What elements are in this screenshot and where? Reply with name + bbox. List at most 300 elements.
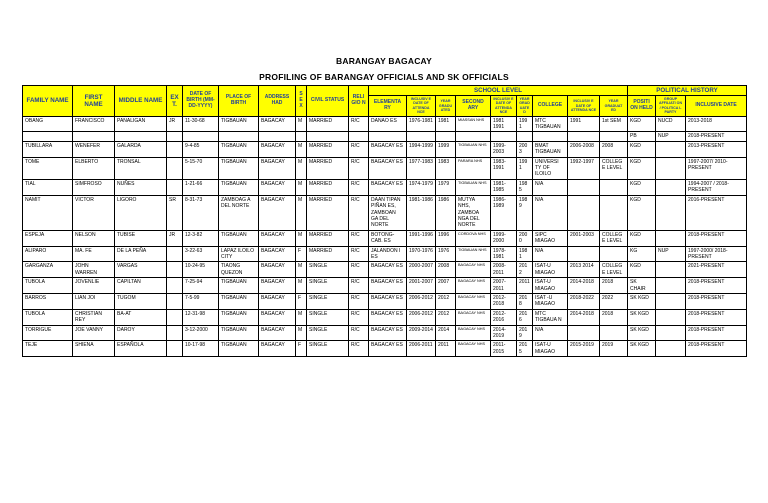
- cell-group: [656, 230, 686, 246]
- cell-sex: M: [296, 278, 307, 294]
- cell-col: [533, 132, 568, 141]
- cell-sec-grad: 2000: [517, 230, 533, 246]
- col-group: GROUP AFFILIATI ON / POLITICA L PARTY: [656, 96, 686, 117]
- cell-incl: 2018-PRESENT: [686, 325, 747, 341]
- cell-elem: JALANDON I ES: [369, 246, 407, 262]
- cell-pob: TIGBAUAN: [219, 141, 259, 157]
- cell-family: TUBOLA: [23, 309, 73, 325]
- cell-pos: KGD: [628, 262, 656, 278]
- cell-civil: SINGLE: [307, 293, 349, 309]
- cell-civil: MARRIED: [307, 157, 349, 179]
- cell-col: ISAT-U MIAGAO: [533, 341, 568, 357]
- col-position-held: POSITI ON HELD: [628, 96, 656, 117]
- cell-middle: PANALIGAN: [115, 116, 167, 132]
- cell-sec-grad: 1989: [517, 195, 533, 230]
- cell-col: ISAT-U MIAGAO: [533, 262, 568, 278]
- cell-sex: F: [296, 341, 307, 357]
- cell-sec: BAGACAY NHS: [456, 309, 491, 325]
- cell-dob: 10-24-95: [183, 262, 219, 278]
- cell-ext: [167, 309, 183, 325]
- cell-col: ISAT -U MIAGAO: [533, 293, 568, 309]
- cell-elem-dates: 1981-1986: [407, 195, 436, 230]
- cell-rel: R/C: [349, 309, 369, 325]
- cell-sec-dates: 1978-1981: [491, 246, 517, 262]
- cell-first: [73, 132, 115, 141]
- cell-elem-dates: 2006-2012: [407, 309, 436, 325]
- cell-col-grad: COLLEGE LEVEL: [600, 230, 628, 246]
- cell-middle: CAPILTAN: [115, 278, 167, 294]
- cell-sec: MUTYA NHS, ZAMBOA NGA DEL NORTE: [456, 195, 491, 230]
- political-history-header: POLITICAL HISTORY: [628, 86, 747, 96]
- cell-group: [656, 157, 686, 179]
- cell-pob: TIGBAUAN: [219, 325, 259, 341]
- cell-sex: M: [296, 230, 307, 246]
- cell-group: [656, 278, 686, 294]
- cell-middle: DE LA PEÑA: [115, 246, 167, 262]
- cell-dob: 9-4-85: [183, 141, 219, 157]
- cell-ext: [167, 246, 183, 262]
- cell-sec-dates: 2007-2011: [491, 278, 517, 294]
- cell-addr: BAGACAY: [259, 230, 296, 246]
- cell-family: TORRIGUE: [23, 325, 73, 341]
- cell-group: NUP: [656, 132, 686, 141]
- cell-middle: NUÑES: [115, 179, 167, 195]
- cell-pob: TIGBAUAN: [219, 116, 259, 132]
- cell-pob: ZAMBOAG A DEL NORTE: [219, 195, 259, 230]
- table-row: [23, 230, 747, 246]
- cell-elem-grad: 1979: [436, 179, 456, 195]
- cell-col-grad: [600, 325, 628, 341]
- cell-first: CHRISTIAN REY: [73, 309, 115, 325]
- cell-pos: SK CHAIR: [628, 278, 656, 294]
- cell-elem-grad: 1996: [436, 230, 456, 246]
- cell-rel: R/C: [349, 230, 369, 246]
- table-row: [23, 179, 747, 195]
- table-row: [23, 157, 747, 179]
- col-ext: EX T.: [167, 86, 183, 117]
- cell-pos: KGD: [628, 141, 656, 157]
- cell-civil: SINGLE: [307, 341, 349, 357]
- cell-elem: BOTONG-CAB. ES: [369, 230, 407, 246]
- cell-pob: TIGBAUAN: [219, 341, 259, 357]
- cell-sex: F: [296, 293, 307, 309]
- cell-col: ISAT-U MIAGAO: [533, 278, 568, 294]
- cell-sec-dates: 2012-2018: [491, 293, 517, 309]
- cell-ext: JR: [167, 116, 183, 132]
- cell-ext: [167, 278, 183, 294]
- cell-dob: [183, 132, 219, 141]
- cell-ext: JR: [167, 230, 183, 246]
- cell-middle: VARGAS: [115, 262, 167, 278]
- cell-sec-grad: 2018: [517, 293, 533, 309]
- cell-elem-grad: 1999: [436, 141, 456, 157]
- cell-family: OBANG: [23, 116, 73, 132]
- cell-first: MA. FE: [73, 246, 115, 262]
- cell-family: TEJE: [23, 341, 73, 357]
- cell-ext: [167, 262, 183, 278]
- cell-incl: 2016-PRESENT: [686, 195, 747, 230]
- cell-middle: TUBISE: [115, 230, 167, 246]
- cell-addr: BAGACAY: [259, 262, 296, 278]
- cell-group: NUCD: [656, 116, 686, 132]
- cell-elem: BAGACAY ES: [369, 157, 407, 179]
- cell-sec-dates: 1981 1991: [491, 116, 517, 132]
- cell-incl: 2021-PRESENT: [686, 262, 747, 278]
- cell-pob: TIGBAUAN: [219, 278, 259, 294]
- cell-family: BARROS: [23, 293, 73, 309]
- cell-col: UNIVERSI TY OF ILOILO: [533, 157, 568, 179]
- cell-addr: BAGACAY: [259, 341, 296, 357]
- cell-civil: MARRIED: [307, 230, 349, 246]
- cell-pob: TIGBAUAN: [219, 309, 259, 325]
- cell-ext: [167, 132, 183, 141]
- cell-sex: M: [296, 141, 307, 157]
- table-body: [23, 116, 747, 357]
- cell-sex: M: [296, 309, 307, 325]
- cell-civil: SINGLE: [307, 325, 349, 341]
- cell-col-grad: [600, 246, 628, 262]
- cell-middle: GALARDA: [115, 141, 167, 157]
- cell-family: NAMIT: [23, 195, 73, 230]
- cell-elem: BAGACAY ES: [369, 293, 407, 309]
- cell-ext: [167, 341, 183, 357]
- col-religion: RELI GIO N: [349, 86, 369, 117]
- cell-incl: 2013-2018: [686, 116, 747, 132]
- col-middle-name: MIDDLE NAME: [115, 86, 167, 117]
- col-col-incl-dates: INCLUSIV E DATE OF ATTENDA NCE: [568, 96, 600, 117]
- cell-elem-grad: 1986: [436, 195, 456, 230]
- cell-rel: R/C: [349, 157, 369, 179]
- cell-middle: TUGOM: [115, 293, 167, 309]
- cell-sec-dates: 1986-1989: [491, 195, 517, 230]
- cell-col-grad: 2022: [600, 293, 628, 309]
- table-row: [23, 246, 747, 262]
- cell-addr: BAGACAY: [259, 116, 296, 132]
- cell-middle: BA-AT: [115, 309, 167, 325]
- cell-group: [656, 141, 686, 157]
- document-title: BARANGAY BAGACAY: [336, 56, 432, 66]
- cell-sex: M: [296, 116, 307, 132]
- cell-col-grad: 2018: [600, 309, 628, 325]
- cell-dob: 3-12-2000: [183, 325, 219, 341]
- cell-civil: SINGLE: [307, 278, 349, 294]
- cell-col-dates: [568, 246, 600, 262]
- cell-civil: MARRIED: [307, 141, 349, 157]
- cell-col-dates: [568, 132, 600, 141]
- cell-rel: R/C: [349, 116, 369, 132]
- table-row: [23, 116, 747, 132]
- table-row: [23, 293, 747, 309]
- cell-pob: TIAONG QUEZON: [219, 262, 259, 278]
- cell-dob: 7-5-99: [183, 293, 219, 309]
- cell-elem-dates: [407, 132, 436, 141]
- cell-sec: BAGACAY NHS: [456, 293, 491, 309]
- cell-col-dates: 2013 2014: [568, 262, 600, 278]
- cell-elem: BAGACAY ES: [369, 325, 407, 341]
- cell-civil: MARRIED: [307, 116, 349, 132]
- cell-col-dates: 2014-2018: [568, 309, 600, 325]
- cell-elem-dates: 1991-1996: [407, 230, 436, 246]
- cell-rel: R/C: [349, 325, 369, 341]
- cell-incl: 2018-PRESENT: [686, 230, 747, 246]
- cell-elem-grad: 2007: [436, 278, 456, 294]
- cell-sex: M: [296, 195, 307, 230]
- cell-incl: 1997-2000/ 2018-PRESENT: [686, 246, 747, 262]
- cell-col-grad: 2008: [600, 141, 628, 157]
- cell-elem: DANAO ES: [369, 116, 407, 132]
- cell-elem-dates: 2009-2014: [407, 325, 436, 341]
- cell-sec: BAGACAY NHS: [456, 262, 491, 278]
- col-address: ADDRESS HAD: [259, 86, 296, 117]
- cell-group: [656, 293, 686, 309]
- cell-dob: 5-15-70: [183, 157, 219, 179]
- cell-rel: R/C: [349, 262, 369, 278]
- cell-civil: MARRIED: [307, 246, 349, 262]
- cell-elem-grad: 2008: [436, 262, 456, 278]
- cell-pob: TIGBAUAN: [219, 293, 259, 309]
- cell-civil: SINGLE: [307, 262, 349, 278]
- cell-sec: BAGACAY NHS: [456, 325, 491, 341]
- col-elem-year-grad: YEAR GRADU ATED: [436, 96, 456, 117]
- cell-family: ALIPARO: [23, 246, 73, 262]
- cell-sec-grad: 2012: [517, 262, 533, 278]
- cell-rel: R/C: [349, 341, 369, 357]
- cell-col-dates: [568, 325, 600, 341]
- cell-sec-grad: 2019: [517, 325, 533, 341]
- col-sec-year-grad: YEAR GRAD UATE D: [517, 96, 533, 117]
- col-place-of-birth: PLACE OF BIRTH: [219, 86, 259, 117]
- cell-pob: TIGBAUAN: [219, 230, 259, 246]
- cell-pos: PB: [628, 132, 656, 141]
- cell-sex: M: [296, 262, 307, 278]
- col-college: COLLEGE: [533, 96, 568, 117]
- cell-pos: KG: [628, 246, 656, 262]
- cell-sec-grad: 2016: [517, 309, 533, 325]
- table-row: [23, 195, 747, 230]
- cell-civil: [307, 132, 349, 141]
- cell-col-grad: 2018: [600, 278, 628, 294]
- cell-pos: KGD: [628, 195, 656, 230]
- cell-col-dates: 2001-2003: [568, 230, 600, 246]
- col-civil-status: CIVIL STATUS: [307, 86, 349, 117]
- cell-col-dates: [568, 195, 600, 230]
- cell-sec: TIGBAUAN NHS: [456, 141, 491, 157]
- cell-sex: M: [296, 179, 307, 195]
- cell-pos: SK KGD: [628, 309, 656, 325]
- cell-ext: [167, 325, 183, 341]
- cell-elem-dates: 2000-2007: [407, 262, 436, 278]
- cell-addr: BAGACAY: [259, 179, 296, 195]
- cell-addr: BAGACAY: [259, 195, 296, 230]
- cell-family: GARGANZA: [23, 262, 73, 278]
- table-row: [23, 325, 747, 341]
- col-sec-incl-dates: INCLUSIV E DATE OF ATTENDA NCE: [491, 96, 517, 117]
- cell-sec: TIGBAUAN NHS: [456, 246, 491, 262]
- cell-elem-dates: 1974-1979: [407, 179, 436, 195]
- col-dob: DATE OF BIRTH (MM-DD-YYYY): [183, 86, 219, 117]
- cell-col-dates: 2018-2022: [568, 293, 600, 309]
- cell-middle: TRONSAL: [115, 157, 167, 179]
- cell-elem-grad: 1981: [436, 116, 456, 132]
- cell-rel: R/C: [349, 246, 369, 262]
- cell-group: [656, 262, 686, 278]
- cell-ext: SR: [167, 195, 183, 230]
- cell-sec-dates: 1981-1985: [491, 179, 517, 195]
- cell-sec-grad: 1981: [517, 246, 533, 262]
- cell-sec-grad: 1991: [517, 116, 533, 132]
- cell-col: N/A: [533, 179, 568, 195]
- table-row: [23, 278, 747, 294]
- cell-group: NUP: [656, 246, 686, 262]
- col-elem-incl-dates: INCLUSIV E DATE OF ATTENDA NCE: [407, 96, 436, 117]
- cell-elem: [369, 132, 407, 141]
- cell-sec-dates: 2008-2011: [491, 262, 517, 278]
- col-first-name: FIRST NAME: [73, 86, 115, 117]
- cell-pos: KGD: [628, 179, 656, 195]
- cell-dob: 11-30-68: [183, 116, 219, 132]
- school-level-header: SCHOOL LEVEL: [369, 86, 628, 96]
- cell-col: N/A: [533, 325, 568, 341]
- cell-rel: R/C: [349, 179, 369, 195]
- cell-addr: BAGACAY: [259, 157, 296, 179]
- cell-incl: 2013-PRESENT: [686, 141, 747, 157]
- cell-sex: M: [296, 157, 307, 179]
- cell-dob: 3-22-63: [183, 246, 219, 262]
- cell-incl: 1997-2007/ 2010-PRESENT: [686, 157, 747, 179]
- col-inclusive-date: INCLUSIVE DATE: [686, 96, 747, 117]
- cell-elem-dates: 2006-2012: [407, 293, 436, 309]
- cell-sec: MIASSAN NHS: [456, 116, 491, 132]
- cell-group: [656, 309, 686, 325]
- cell-elem-dates: 2001-2007: [407, 278, 436, 294]
- cell-col-grad: 1st SEM: [600, 116, 628, 132]
- table-row: [23, 132, 747, 141]
- cell-incl: 2018-PRESENT: [686, 132, 747, 141]
- cell-sec-grad: 2011: [517, 278, 533, 294]
- cell-sec-grad: 1985: [517, 179, 533, 195]
- table-row: [23, 262, 747, 278]
- cell-addr: BAGACAY: [259, 246, 296, 262]
- cell-col-dates: 1991: [568, 116, 600, 132]
- cell-elem-grad: 2012: [436, 293, 456, 309]
- cell-sec: PARARA NHS: [456, 157, 491, 179]
- cell-sec-dates: 1999-2000: [491, 230, 517, 246]
- cell-incl: 2018-PRESENT: [686, 278, 747, 294]
- cell-col-dates: [568, 179, 600, 195]
- cell-pos: KGD: [628, 230, 656, 246]
- cell-elem-dates: 1970-1976: [407, 246, 436, 262]
- cell-pob: TIGBAUAN: [219, 179, 259, 195]
- cell-sec-grad: 1991: [517, 157, 533, 179]
- cell-col: MTC TIGBAUA N: [533, 309, 568, 325]
- cell-col: N/A: [533, 246, 568, 262]
- cell-ext: [167, 179, 183, 195]
- cell-col-grad: COLLEGE LEVEL: [600, 157, 628, 179]
- cell-sec: [456, 132, 491, 141]
- col-secondary: SECOND ARY: [456, 96, 491, 117]
- col-elementary: ELEMENTA RY: [369, 96, 407, 117]
- cell-col-grad: [600, 195, 628, 230]
- cell-incl: 1994-2007 / 2018-PRESENT: [686, 179, 747, 195]
- cell-pos: SK KGD: [628, 293, 656, 309]
- cell-family: [23, 132, 73, 141]
- cell-sec: TIGBAUAN NHS: [456, 179, 491, 195]
- cell-first: JOHN WARREN: [73, 262, 115, 278]
- cell-family: TIAL: [23, 179, 73, 195]
- cell-col-grad: [600, 132, 628, 141]
- cell-middle: ESPAÑOLA: [115, 341, 167, 357]
- cell-elem-dates: 2006-2011: [407, 341, 436, 357]
- cell-rel: R/C: [349, 141, 369, 157]
- cell-dob: 1-21-66: [183, 179, 219, 195]
- cell-first: LIAN JOI: [73, 293, 115, 309]
- cell-sec: BAGACAY NHS: [456, 341, 491, 357]
- cell-sec-dates: 2014-2019: [491, 325, 517, 341]
- cell-ext: [167, 141, 183, 157]
- table-row: [23, 141, 747, 157]
- cell-pos: SK KGD: [628, 341, 656, 357]
- cell-first: SHIENA: [73, 341, 115, 357]
- cell-col-dates: 2015-2019: [568, 341, 600, 357]
- cell-sec-grad: [517, 132, 533, 141]
- cell-rel: R/C: [349, 278, 369, 294]
- cell-pos: KGD: [628, 157, 656, 179]
- cell-first: FRANCISCO: [73, 116, 115, 132]
- cell-pos: KGD: [628, 116, 656, 132]
- cell-elem-dates: 1994-1999: [407, 141, 436, 157]
- cell-col: BMAT TIGBAUAN: [533, 141, 568, 157]
- cell-elem: BAGACAY ES: [369, 141, 407, 157]
- cell-sec: BAGACAY NHS: [456, 278, 491, 294]
- cell-elem-grad: 2011: [436, 341, 456, 357]
- cell-addr: BAGACAY: [259, 141, 296, 157]
- officials-table: [22, 85, 747, 357]
- cell-elem: BAGACAY ES: [369, 179, 407, 195]
- cell-elem: BAGACAY ES: [369, 278, 407, 294]
- cell-elem-grad: 1983: [436, 157, 456, 179]
- cell-elem: DAAN TIPAN PIÑAN ES, ZAMBOAN GA DEL NORTE: [369, 195, 407, 230]
- cell-dob: 12-3-82: [183, 230, 219, 246]
- cell-sec-dates: 1983-1991: [491, 157, 517, 179]
- cell-first: SIMFROSO: [73, 179, 115, 195]
- cell-first: WENEFER: [73, 141, 115, 157]
- cell-middle: LIGORO: [115, 195, 167, 230]
- cell-elem: BAGACAY ES: [369, 341, 407, 357]
- cell-sec-dates: [491, 132, 517, 141]
- cell-col-grad: COLLEGE LEVEL: [600, 262, 628, 278]
- cell-sec-dates: 2012-2016: [491, 309, 517, 325]
- cell-dob: 10-17-98: [183, 341, 219, 357]
- cell-group: [656, 195, 686, 230]
- cell-family: ESPEJA: [23, 230, 73, 246]
- cell-col: MTC TIGBAUAN: [533, 116, 568, 132]
- cell-col: N/A: [533, 195, 568, 230]
- cell-sex: [296, 132, 307, 141]
- header-row-1: [23, 86, 747, 96]
- cell-sex: M: [296, 325, 307, 341]
- cell-ext: [167, 157, 183, 179]
- cell-civil: MARRIED: [307, 195, 349, 230]
- cell-elem: BAGACAY ES: [369, 262, 407, 278]
- cell-rel: [349, 132, 369, 141]
- cell-sex: F: [296, 246, 307, 262]
- cell-middle: DAROY: [115, 325, 167, 341]
- cell-col-dates: 1992-1997: [568, 157, 600, 179]
- cell-ext: [167, 293, 183, 309]
- cell-sec-grad: 2003: [517, 141, 533, 157]
- cell-sec: CORDOVA NHS: [456, 230, 491, 246]
- cell-incl: 2018-PRESENT: [686, 293, 747, 309]
